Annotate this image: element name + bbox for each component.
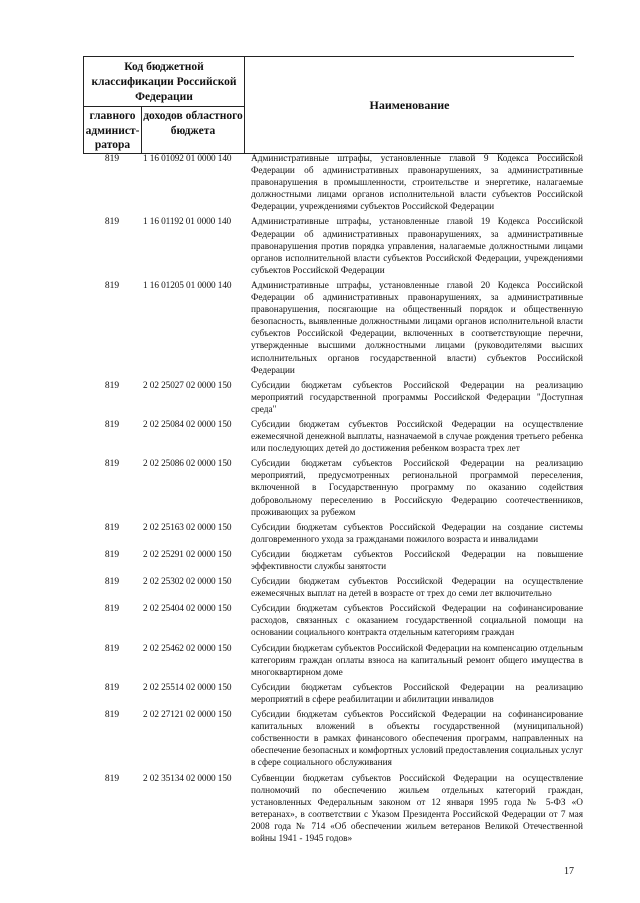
admin-code-cell: 819	[104, 604, 120, 615]
admin-code-cell: 819	[104, 773, 120, 784]
name-cell: Субвенции бюджетам субъектов Российской Федерации на осуществление полномочий по обеспечению жильем отдельных категорий граждан, установленных Федеральным законом от 12 января 1995 года № 5-ФЗ «О ветеранах», в соответствии с Указом Президента Российской Федерации от 7 мая 2008 года № 714 «Об обеспечении жильем ветеранов Великой Отечественной войны 1941 - 1945 годов»	[251, 773, 583, 844]
table-row	[83, 773, 583, 849]
income-code-cell: 2 02 25462 02 0000 150	[143, 643, 232, 654]
income-code-cell: 2 02 25084 02 0000 150	[143, 419, 232, 430]
table-row	[83, 709, 583, 772]
admin-code-cell: 819	[104, 280, 120, 291]
table-row	[83, 280, 583, 380]
income-code-cell: 2 02 25027 02 0000 150	[143, 380, 232, 391]
table-row	[83, 682, 583, 709]
admin-code-cell: 819	[104, 154, 120, 164]
income-column-heading: доходов областного бюджета	[142, 107, 245, 153]
income-code-cell: 2 02 25404 02 0000 150	[143, 604, 232, 615]
admin-code-cell: 819	[104, 380, 120, 391]
name-cell: Административные штрафы, установленные главой 9 Кодекса Российской Федерации об административных правонарушениях, за административные правонарушения в промышленности, строительстве и энергетике, налагаемые должностными лицами органов исполнительной власти субъектов Российской Федерации, учреждениями субъектов Российской Федерации	[251, 154, 583, 213]
table-header	[83, 56, 574, 154]
income-code-cell: 1 16 01192 01 0000 140	[143, 217, 232, 228]
income-code-cell: 2 02 27121 02 0000 150	[143, 710, 232, 721]
name-cell: Субсидии бюджетам субъектов Российской Федерации на осуществление ежемесячных выплат на детей в возрасте от трех до семи лет включительно	[251, 577, 583, 600]
name-cell: Субсидии бюджетам субъектов Российской Федерации на реализацию мероприятий государственной программы Российской Федерации "Доступная среда"	[251, 380, 583, 415]
table-row	[83, 153, 583, 216]
table-row	[83, 380, 583, 419]
income-code-cell: 2 02 25163 02 0000 150	[143, 522, 232, 533]
name-cell: Субсидии бюджетам субъектов Российской Федерации на софинансирование расходов, связанных с оказанием государственной социальной помощи на основании социального контракта отдельным категориям граждан	[251, 604, 583, 639]
name-cell: Субсидии бюджетам субъектов Российской Федерации на создание системы долговременного ухода за гражданами пожилого возраста и инвалидами	[251, 522, 583, 545]
name-cell: Субсидии бюджетам субъектов Российской Федерации на софинансирование капитальных вложений в объекты государственной (муниципальной) собственности в рамках финансового обеспечения программ, направленных на обеспечение безопасных и комфортных условий предоставления социальных услуг в сфере социального обслуживания	[251, 710, 583, 769]
admin-code-cell: 819	[104, 549, 120, 560]
name-cell: Административные штрафы, установленные главой 20 Кодекса Российской Федерации об административных правонарушениях, за административные правонарушения, посягающие на общественный порядок и общественную безопасность, выявленные должностными лицами органов исполнительной власти субъектов Российской Федерации, включенных в соответствующие перечни, утвержденные высшими должностными лицами (руководителями высших исполнительных органов государственной власти) субъектов Российской Федерации	[251, 280, 583, 376]
code-group-heading: Код бюджетной классификации Российской Федерации	[84, 57, 245, 107]
name-cell: Субсидии бюджетам субъектов Российской Федерации на реализацию мероприятий, предусмотренных региональной программой переселения, включенной в Государственную программу по оказанию содействия добровольному переселению в Российскую Федерацию соотечественников, проживающих за рубежом	[251, 459, 583, 518]
name-column-heading: Наименование	[369, 98, 450, 112]
income-code-cell: 2 02 25514 02 0000 150	[143, 682, 232, 693]
income-code-cell: 1 16 01092 01 0000 140	[143, 154, 232, 164]
table-row	[83, 216, 583, 279]
table-row	[83, 603, 583, 642]
name-cell: Субсидии бюджетам субъектов Российской Федерации на компенсацию отдельным категориям граждан оплаты взноса на капитальный ремонт общего имущества в многоквартирном доме	[251, 643, 583, 678]
admin-code-cell: 819	[104, 419, 120, 430]
page-number: 17	[564, 866, 574, 877]
income-code-cell: 1 16 01205 01 0000 140	[143, 280, 232, 291]
admin-code-cell: 819	[104, 710, 120, 721]
code-header-group	[84, 57, 245, 153]
income-code-cell: 2 02 25086 02 0000 150	[143, 459, 232, 470]
admin-code-cell: 819	[104, 682, 120, 693]
table-row	[83, 458, 583, 521]
income-code-cell: 2 02 25291 02 0000 150	[143, 549, 232, 560]
name-cell: Административные штрафы, установленные главой 19 Кодекса Российской Федерации об административных правонарушениях, за административные правонарушения против порядка управления, налагаемые должностными лицами органов исполнительной власти субъектов Российской Федерации, учреждениями субъектов Российской Федерации	[251, 217, 583, 276]
admin-code-cell: 819	[104, 522, 120, 533]
income-code-cell: 2 02 35134 02 0000 150	[143, 773, 232, 784]
table-row	[83, 576, 583, 603]
table-row	[83, 643, 583, 682]
admin-code-cell: 819	[104, 577, 120, 588]
table-row	[83, 549, 583, 576]
income-code-cell: 2 02 25302 02 0000 150	[143, 577, 232, 588]
table-body	[83, 153, 583, 848]
name-cell: Субсидии бюджетам субъектов Российской Федерации на повышение эффективности службы занятости	[251, 549, 583, 572]
admin-code-cell: 819	[104, 217, 120, 228]
table-row	[83, 522, 583, 549]
table-row	[83, 419, 583, 458]
admin-column-heading: главного админист-ратора	[84, 107, 142, 153]
admin-code-cell: 819	[104, 459, 120, 470]
name-cell: Субсидии бюджетам субъектов Российской Федерации на осуществление ежемесячной денежной выплаты, назначаемой в случае рождения третьего ребенка или последующих детей до достижения ребенком возраста трех лет	[251, 419, 583, 455]
name-cell: Субсидии бюджетам субъектов Российской Федерации на реализацию мероприятий в сфере реабилитации и абилитации инвалидов	[251, 682, 583, 705]
admin-code-cell: 819	[104, 643, 120, 654]
